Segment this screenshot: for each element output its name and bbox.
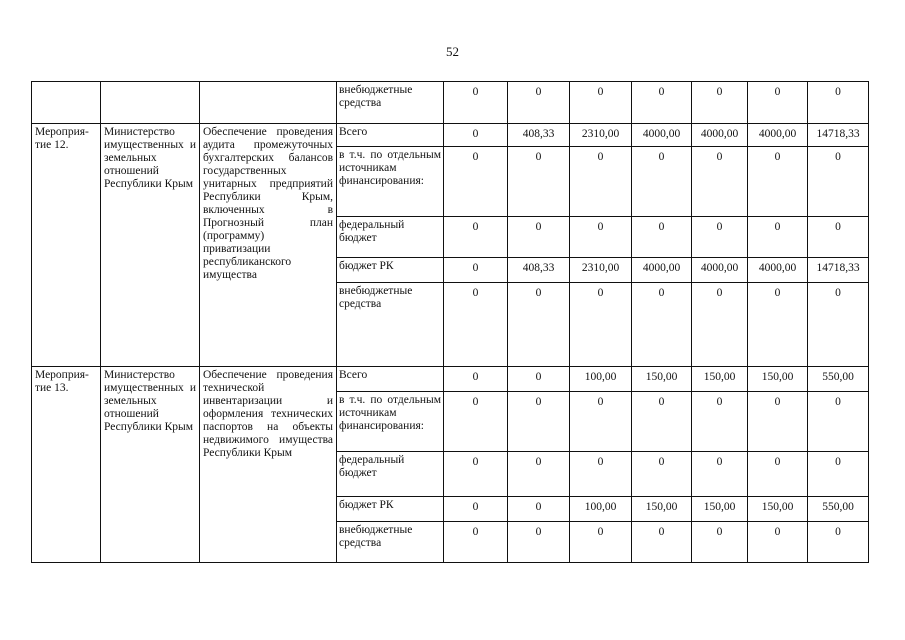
value-cell: 0	[632, 147, 692, 217]
value-cell: 0	[748, 392, 808, 452]
value-cell: 0	[444, 147, 508, 217]
value-cell: 0	[444, 392, 508, 452]
value-cell: 0	[632, 82, 692, 124]
value-cell: 100,00	[570, 367, 632, 392]
value-cell: 0	[748, 147, 808, 217]
value-cell: 150,00	[692, 367, 748, 392]
value-cell: 4000,00	[748, 258, 808, 283]
value-cell: 0	[508, 367, 570, 392]
value-cell: 150,00	[748, 497, 808, 522]
value-cell: 0	[444, 452, 508, 497]
value-cell: 0	[444, 258, 508, 283]
value-cell: 0	[570, 283, 632, 367]
table-row	[32, 367, 869, 392]
value-cell: 0	[808, 147, 869, 217]
executor-cell: Министерство имущественных и земельных отношений Республики Крым	[101, 124, 200, 367]
value-cell: 0	[570, 217, 632, 258]
value-cell: 0	[570, 392, 632, 452]
value-cell: 0	[570, 82, 632, 124]
value-cell: 14718,33	[808, 258, 869, 283]
value-cell: 0	[632, 283, 692, 367]
value-cell: 0	[748, 522, 808, 563]
value-cell: 4000,00	[632, 124, 692, 147]
source-cell: федеральный бюджет	[337, 452, 444, 497]
value-cell: 0	[632, 217, 692, 258]
value-cell: 0	[808, 283, 869, 367]
source-cell: федеральный бюджет	[337, 217, 444, 258]
value-cell: 150,00	[692, 497, 748, 522]
value-cell: 0	[508, 217, 570, 258]
value-cell: 0	[444, 82, 508, 124]
value-cell: 0	[692, 392, 748, 452]
value-cell: 0	[444, 522, 508, 563]
page-number: 52	[446, 44, 459, 59]
event-cell: Мероприя-тие 12.	[32, 124, 101, 367]
value-cell: 0	[508, 452, 570, 497]
value-cell: 0	[692, 452, 748, 497]
description-cell: Обеспечение проведения технической инвентаризации и оформления технических паспортов на объекты недвижимого имущества Республики Крым	[200, 367, 337, 563]
value-cell: 2310,00	[570, 124, 632, 147]
value-cell: 0	[748, 283, 808, 367]
event-cell	[32, 82, 101, 124]
table-row	[32, 124, 869, 147]
value-cell: 0	[508, 82, 570, 124]
value-cell: 4000,00	[692, 258, 748, 283]
source-cell: Всего	[337, 124, 444, 147]
value-cell: 0	[692, 82, 748, 124]
value-cell: 0	[508, 392, 570, 452]
source-cell: внебюджетные средства	[337, 283, 444, 367]
value-cell: 0	[692, 147, 748, 217]
value-cell: 0	[444, 367, 508, 392]
value-cell: 0	[808, 217, 869, 258]
value-cell: 14718,33	[808, 124, 869, 147]
value-cell: 4000,00	[692, 124, 748, 147]
value-cell: 0	[508, 497, 570, 522]
source-cell: бюджет РК	[337, 497, 444, 522]
event-cell: Мероприя-тие 13.	[32, 367, 101, 563]
value-cell: 4000,00	[748, 124, 808, 147]
value-cell: 0	[808, 522, 869, 563]
value-cell: 550,00	[808, 367, 869, 392]
value-cell: 0	[632, 392, 692, 452]
value-cell: 0	[444, 283, 508, 367]
value-cell: 0	[508, 147, 570, 217]
value-cell: 0	[444, 217, 508, 258]
source-cell: в т.ч. по отдельным источникам финансирования:	[337, 147, 444, 217]
value-cell: 0	[808, 452, 869, 497]
table-row	[32, 82, 869, 124]
value-cell: 0	[444, 497, 508, 522]
value-cell: 0	[632, 522, 692, 563]
source-cell: в т.ч. по отдельным источникам финансирования:	[337, 392, 444, 452]
value-cell: 550,00	[808, 497, 869, 522]
value-cell: 408,33	[508, 258, 570, 283]
value-cell: 4000,00	[632, 258, 692, 283]
value-cell: 150,00	[632, 497, 692, 522]
source-cell: бюджет РК	[337, 258, 444, 283]
value-cell: 2310,00	[570, 258, 632, 283]
value-cell: 150,00	[748, 367, 808, 392]
value-cell: 150,00	[632, 367, 692, 392]
value-cell: 0	[692, 522, 748, 563]
value-cell: 0	[508, 283, 570, 367]
description-cell	[200, 82, 337, 124]
value-cell: 0	[692, 283, 748, 367]
value-cell: 0	[808, 82, 869, 124]
value-cell: 0	[632, 452, 692, 497]
value-cell: 0	[508, 522, 570, 563]
value-cell: 0	[444, 124, 508, 147]
value-cell: 0	[692, 217, 748, 258]
source-cell: внебюджетные средства	[337, 82, 444, 124]
value-cell: 100,00	[570, 497, 632, 522]
value-cell: 0	[748, 452, 808, 497]
description-cell: Обеспечение проведения аудита промежуточных бухгалтерских балансов государственных унитарных предприятий Республики Крым, включенных в Прогнозный план (программу) приватизации республиканского имущества	[200, 124, 337, 367]
source-cell: внебюджетные средства	[337, 522, 444, 563]
value-cell: 408,33	[508, 124, 570, 147]
value-cell: 0	[808, 392, 869, 452]
value-cell: 0	[748, 217, 808, 258]
value-cell: 0	[570, 147, 632, 217]
funding-table	[31, 81, 869, 563]
value-cell: 0	[570, 522, 632, 563]
source-cell: Всего	[337, 367, 444, 392]
value-cell: 0	[748, 82, 808, 124]
value-cell: 0	[570, 452, 632, 497]
executor-cell: Министерство имущественных и земельных отношений Республики Крым	[101, 367, 200, 563]
executor-cell	[101, 82, 200, 124]
